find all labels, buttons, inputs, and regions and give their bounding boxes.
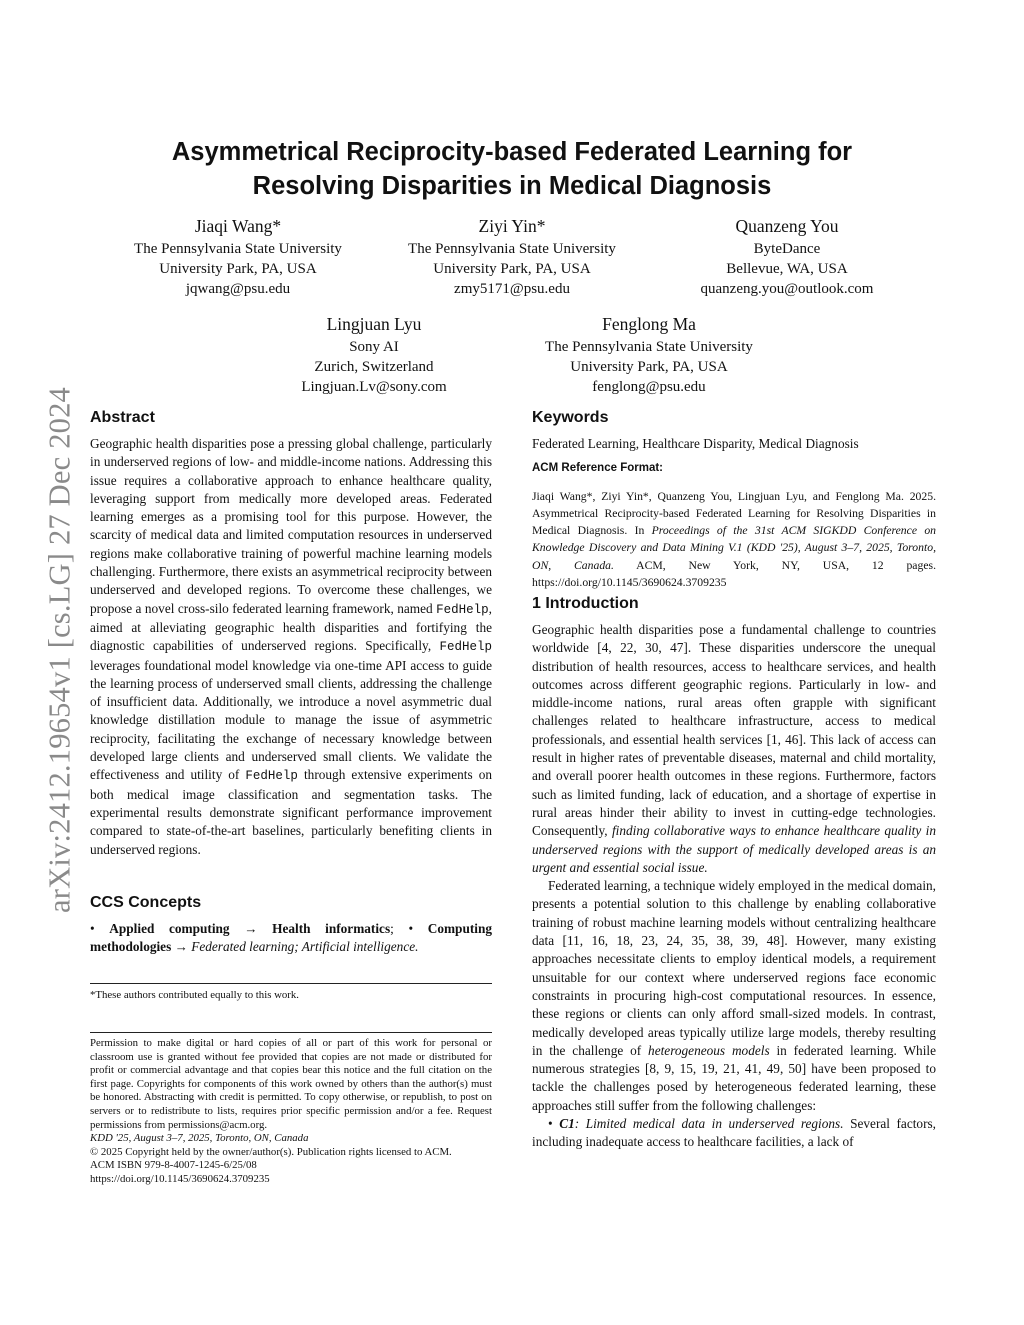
author-block-4 bbox=[301, 313, 446, 397]
author-block-3 bbox=[701, 215, 874, 299]
author-name: Quanzeng You bbox=[735, 216, 839, 236]
introduction-heading: 1 Introduction bbox=[532, 595, 639, 612]
author-affiliation: The Pennsylvania State University bbox=[545, 339, 753, 355]
ccs-heading: CCS Concepts bbox=[90, 894, 202, 911]
author-name: Fenglong Ma bbox=[602, 314, 696, 334]
author-affiliation: Sony AI bbox=[349, 339, 399, 355]
isbn-line: ACM ISBN 979-8-4007-1245-6/25/08 bbox=[90, 1159, 257, 1172]
method-name: FedHelp bbox=[436, 602, 489, 617]
abstract-section bbox=[90, 408, 492, 859]
author-location: University Park, PA, USA bbox=[159, 261, 317, 277]
author-name: Lingjuan Lyu bbox=[326, 314, 422, 334]
copyright-line: © 2025 Copyright held by the owner/author(s). Publication rights licensed to ACM. bbox=[90, 1145, 452, 1158]
ccs-text: • Applied computing → Health informatics; • Computing methodologies → Federated learning; Artificial intelligence. bbox=[90, 921, 493, 955]
author-location: Zurich, Switzerland bbox=[314, 359, 434, 375]
challenge-c1: • C1: Limited medical data in underserved regions. Several factors, including inadequate access to healthcare facilities, a lack of bbox=[532, 1116, 937, 1150]
intro-paragraph-1: Geographic health disparities pose a fundamental challenge to countries worldwide [4, 22, 30, 47]. These disparities underscore the unequal distribution of health resources, access to healthcare services, and health outcomes across different geographic regions. Particularly in low- and middle-income nations, rural areas often grapple with significant challenges related to healthcare infrastructure, access to medical professionals, and essential health services [1, 46]. This lack of access can result in higher rates of preventable diseases, maternal and child mortality, and overall poorer health outcomes in these regions. Furthermore, factors such as limited funding, lack of education, and a shortage of expertise in rural areas hinder their ability to invest in cutting-edge technologies. Consequently, finding collaborative ways to enhance healthcare quality in underserved regions with the support of medically developed areas is an urgent and essential social issue. bbox=[532, 622, 936, 875]
author-email[interactable]: Lingjuan.Lv@sony.com bbox=[301, 379, 447, 395]
author-block-5 bbox=[545, 313, 753, 397]
arxiv-identifier: arXiv:2412.19654v1 [cs.LG] 27 Dec 2024 bbox=[42, 387, 77, 913]
permission-rule bbox=[90, 1032, 492, 1033]
author-email[interactable]: jqwang@psu.edu bbox=[185, 281, 291, 297]
author-location: University Park, PA, USA bbox=[570, 359, 728, 375]
author-location: Bellevue, WA, USA bbox=[726, 261, 848, 277]
acm-reference-section bbox=[532, 460, 936, 603]
intro-paragraph-2: Federated learning, a technique widely employed in the medical domain, presents a potential solution to this challenge by enabling collaborative training of robust machine learning models without centralizing healthcare data [11, 16, 18, 23, 24, 35, 38, 39, 48]. However, many existing approaches necessitate clients to employ identical models, a requirement unsuitable for our context where underserved regions face economic constraints in procuring high-cost computational resources. In essence, these regions or clients can only afford small-sized models. In contrast, medically developed areas typically utilize large models, thereby resulting in the challenge of heterogeneous models in federated learning. While numerous strategies [8, 9, 15, 19, 21, 41, 49, 50] have been proposed to tackle the challenges posed by heterogeneous federated learning, these approaches still suffer from the following challenges: bbox=[532, 878, 936, 1113]
author-affiliation: ByteDance bbox=[753, 241, 821, 257]
keywords-section bbox=[532, 408, 936, 453]
footnote-rule bbox=[90, 983, 492, 984]
author-affiliation: The Pennsylvania State University bbox=[134, 241, 342, 257]
keywords-heading: Keywords bbox=[532, 409, 609, 426]
author-affiliation: The Pennsylvania State University bbox=[408, 241, 616, 257]
author-block-1 bbox=[134, 215, 342, 299]
acm-reference-text: Jiaqi Wang*, Ziyi Yin*, Quanzeng You, Lingjuan Lyu, and Fenglong Ma. 2025. Asymmetrical Reciprocity-based Federated Learning for Resolving Disparities in Medical Diagnosis. In Proceedings of the 31st ACM SIGKDD Conference on Knowledge Discovery and Data Mining V.1 (KDD '25), August 3–7, 2025, Toronto, ON, Canada. ACM, New York, NY, USA, 12 pages. https://doi.org/10.1145/3690624.3709235 bbox=[532, 489, 937, 589]
introduction-section bbox=[532, 594, 936, 1152]
method-name: FedHelp bbox=[245, 769, 298, 784]
permission-text: Permission to make digital or hard copies of all or part of this work for personal or classroom use is granted without fee provided that copies are not made or distributed for profit or commercial advantage and that copies bear this notice and the full citation on the first page. Copyrights for components of this work owned by others than the author(s) must be honored. Abstracting with credit is permitted. To copy otherwise, or republish, to post on servers or to redistribute to lists, requires prior specific permission and/or a fee. Request permissions from permissions@acm.org. bbox=[90, 1037, 492, 1131]
paper-title bbox=[90, 135, 934, 203]
title-line-2: Resolving Disparities in Medical Diagnosis bbox=[252, 172, 772, 200]
permission-block bbox=[90, 1037, 492, 1187]
abstract-text: Geographic health disparities pose a pressing global challenge, particularly in underserved regions of low- and middle-income nations. Addressing this issue requires a collaborative approach to enhance healthcare quality, leveraging support from medically more developed areas. Federated learning emerges as a promising tool for this purpose. However, the scarcity of medical data and limited computation resources in underserved regions make collaborative training of powerful machine learning models challenging. Furthermore, there exists an asymmetrical reciprocity between underserved and developed regions. To overcome these challenges, we propose a novel cross-silo federated learning framework, named FedHelp, aimed at alleviating geographic health disparities and fortifying the diagnostic capabilities of underserved regions. Specifically, FedHelp leverages foundational model knowledge via one-time API access to guide the learning process of underserved small clients, addressing the challenge of insufficient data. Additionally, we introduce a novel asymmetric dual knowledge distillation module to manage the issue of asymmetric reciprocity, facilitating the exchange of necessary knowledge between developed large clients and underserved small clients. We validate the effectiveness and utility of FedHelp through extensive experiments on both medical image classification and segmentation tasks. The experimental results demonstrate significant performance improvement compared to state-of-the-art baselines, particularly benefiting clients in underserved regions. bbox=[90, 436, 492, 857]
keywords-text: Federated Learning, Healthcare Disparity, Medical Diagnosis bbox=[532, 436, 859, 451]
ccs-section bbox=[90, 893, 492, 957]
method-name: FedHelp bbox=[439, 640, 492, 655]
acm-reference-heading: ACM Reference Format: bbox=[532, 462, 663, 474]
author-name: Jiaqi Wang* bbox=[194, 216, 282, 236]
author-email[interactable]: fenglong@psu.edu bbox=[592, 379, 706, 395]
conference-line: KDD '25, August 3–7, 2025, Toronto, ON, Canada bbox=[90, 1132, 309, 1145]
title-line-1: Asymmetrical Reciprocity-based Federated Learning for bbox=[171, 138, 853, 166]
footnote: *These authors contributed equally to this work. bbox=[90, 989, 299, 1001]
author-block-2 bbox=[408, 215, 616, 299]
doi-link[interactable]: https://doi.org/10.1145/3690624.3709235 bbox=[90, 1172, 270, 1185]
author-email[interactable]: quanzeng.you@outlook.com bbox=[700, 281, 874, 297]
abstract-heading: Abstract bbox=[90, 409, 155, 426]
author-email[interactable]: zmy5171@psu.edu bbox=[454, 281, 570, 297]
author-location: University Park, PA, USA bbox=[433, 261, 591, 277]
author-name: Ziyi Yin* bbox=[478, 216, 546, 236]
